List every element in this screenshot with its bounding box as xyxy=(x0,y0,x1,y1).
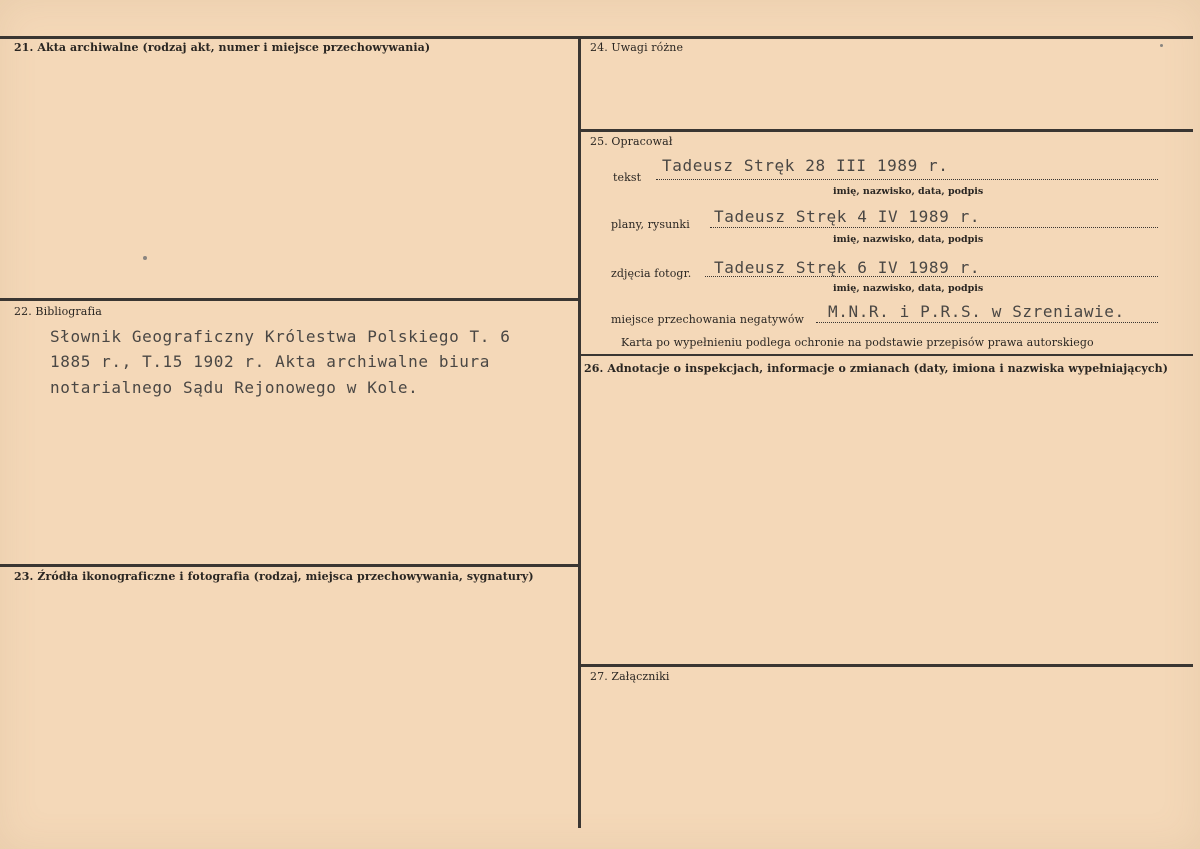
section-25-label: 25. Opracował xyxy=(590,135,673,148)
bibliography-line-3: notarialnego Sądu Rejonowego w Kole. xyxy=(50,378,419,397)
zdjecia-caption: imię, nazwisko, data, podpis xyxy=(833,283,984,294)
plany-value: Tadeusz Stręk 4 IV 1989 r. xyxy=(714,207,981,226)
zdjecia-value: Tadeusz Stręk 6 IV 1989 r. xyxy=(714,258,981,277)
bibliography-line-2: 1885 r., T.15 1902 r. Akta archiwalne biura xyxy=(50,352,491,371)
tekst-label: tekst xyxy=(613,171,642,184)
tekst-caption: imię, nazwisko, data, podpis xyxy=(833,186,984,197)
center-divider xyxy=(578,36,581,828)
negatywy-dotted-line xyxy=(816,322,1158,323)
section-27-label: 27. Załączniki xyxy=(590,670,670,683)
plany-dotted-line xyxy=(710,227,1158,228)
divider-24-25 xyxy=(580,129,1193,132)
divider-21-22 xyxy=(0,298,580,301)
section-23-label: 23. Źródła ikonograficzne i fotografia (rodzaj, miejsca przechowywania, sygnatury) xyxy=(14,570,534,583)
section-22-label: 22. Bibliografia xyxy=(14,305,102,318)
plany-label: plany, rysunki xyxy=(611,218,690,231)
top-border xyxy=(0,36,1193,39)
bibliography-line-1: Słownik Geograficzny Królestwa Polskiego T. 6 xyxy=(50,327,511,346)
divider-25-26 xyxy=(580,354,1193,356)
section-21-label: 21. Akta archiwalne (rodzaj akt, numer i miejsce przechowywania) xyxy=(14,41,431,54)
paper-speck xyxy=(1160,44,1163,47)
divider-26-27 xyxy=(580,664,1193,667)
negatywy-label: miejsce przechowania negatywów xyxy=(611,313,805,326)
divider-22-23 xyxy=(0,564,580,567)
tekst-dotted-line xyxy=(656,179,1158,180)
zdjecia-dotted-line xyxy=(705,276,1158,277)
copyright-note: Karta po wypełnieniu podlega ochronie na podstawie przepisów prawa autorskiego xyxy=(621,336,1094,349)
section-26-label: 26. Adnotacje o inspekcjach, informacje o zmianach (daty, imiona i nazwiska wypełniających) xyxy=(584,362,1169,375)
paper-speck xyxy=(143,256,147,260)
negatywy-value: M.N.R. i P.R.S. w Szreniawie. xyxy=(828,302,1125,321)
tekst-value: Tadeusz Stręk 28 III 1989 r. xyxy=(662,156,949,175)
zdjecia-label: zdjęcia fotogr. xyxy=(611,267,692,280)
section-24-label: 24. Uwagi różne xyxy=(590,41,684,54)
plany-caption: imię, nazwisko, data, podpis xyxy=(833,234,984,245)
